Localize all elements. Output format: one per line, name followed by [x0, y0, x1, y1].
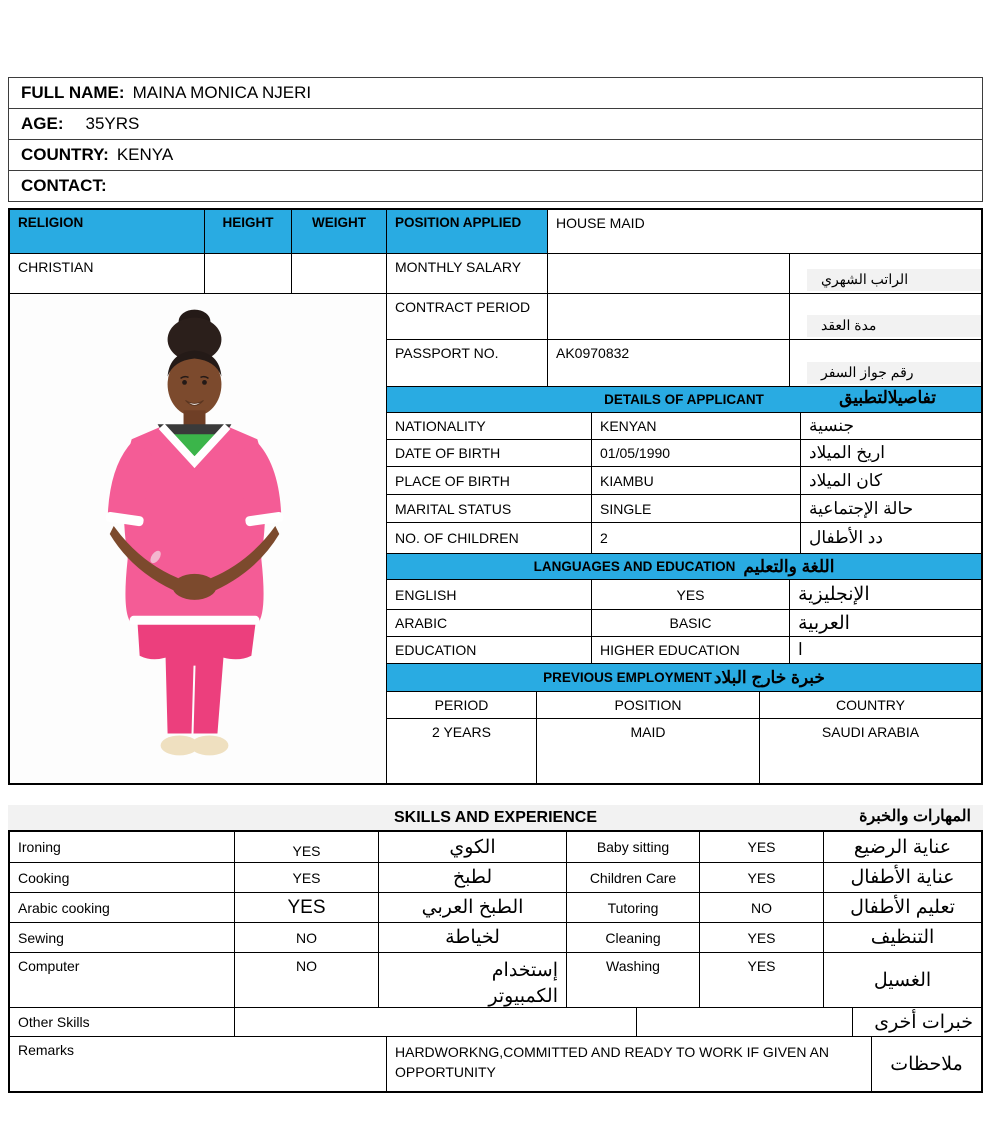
skill-value: NO — [235, 923, 379, 953]
skill-value: YES — [700, 863, 824, 893]
applicant-photo — [10, 294, 386, 783]
height-value-cell — [205, 254, 292, 294]
full-name-label: FULL NAME: — [21, 83, 125, 102]
detail-label: DATE OF BIRTH — [387, 440, 592, 467]
skill-label: Sewing — [10, 923, 235, 953]
detail-value: KENYAN — [592, 413, 801, 440]
detail-label: NATIONALITY — [387, 413, 592, 440]
other-skills-value-2 — [637, 1008, 853, 1037]
skill-value: YES — [235, 832, 379, 863]
religion-header-cell: RELIGION — [10, 210, 205, 254]
personal-info-table — [8, 78, 983, 202]
full-name-row — [8, 77, 983, 109]
skill-arabic — [379, 953, 567, 1008]
detail-label: NO. OF CHILDREN — [387, 523, 592, 554]
age-row — [8, 108, 983, 140]
other-skills-arabic: خبرات أخرى — [853, 1008, 981, 1037]
language-arabic: الإنجليزية — [790, 580, 981, 610]
employment-period-value: 2 YEARS — [387, 719, 537, 783]
main-table — [8, 208, 983, 785]
employment-title: PREVIOUS EMPLOYMENT — [543, 670, 712, 685]
contact-label: CONTACT: — [21, 176, 107, 195]
details-section-header — [387, 387, 981, 413]
contact-row — [8, 170, 983, 202]
skill-value: YES — [235, 863, 379, 893]
remarks-label: Remarks — [10, 1037, 387, 1091]
detail-arabic: دد الأطفال — [801, 523, 981, 554]
languages-title: LANGUAGES AND EDUCATION — [533, 559, 736, 574]
skills-title: SKILLS AND EXPERIENCE — [394, 808, 597, 826]
language-value: YES — [592, 580, 790, 610]
skills-section-header — [8, 805, 983, 830]
skill-value: YES — [700, 923, 824, 953]
country-row — [8, 139, 983, 171]
other-skills-value — [235, 1008, 637, 1037]
remarks-value — [387, 1037, 872, 1091]
skill-arabic: الطبخ العربي — [379, 893, 567, 923]
country-value: KENYA — [116, 145, 174, 164]
monthly-salary-arabic-cell — [790, 254, 981, 294]
skill-arabic: عناية الأطفال — [824, 863, 981, 893]
skill-arabic: عناية الرضيع — [824, 832, 981, 863]
skill-label: Washing — [567, 953, 700, 1008]
skill-arabic: التنظيف — [824, 923, 981, 953]
skills-table — [8, 830, 983, 1093]
detail-arabic: كان الميلاد — [801, 467, 981, 495]
education-value: HIGHER EDUCATION — [592, 637, 790, 664]
skill-label: Children Care — [567, 863, 700, 893]
skill-label: Ironing — [10, 832, 235, 863]
employment-title-arabic: خبرة خارج البلاد — [713, 667, 825, 687]
passport-value-cell: AK0970832 — [548, 340, 790, 387]
skill-arabic: لخياطة — [379, 923, 567, 953]
skill-label: Arabic cooking — [10, 893, 235, 923]
skill-value: YES — [700, 953, 824, 1008]
language-label: ENGLISH — [387, 580, 592, 610]
weight-header-cell: WEIGHT — [292, 210, 387, 254]
skill-arabic: لطبخ — [379, 863, 567, 893]
language-value: BASIC — [592, 610, 790, 637]
country-label: COUNTRY: — [21, 145, 109, 164]
monthly-salary-value-cell — [548, 254, 790, 294]
languages-section-header — [387, 554, 981, 580]
position-applied-value-cell: HOUSE MAID — [548, 210, 981, 254]
employment-position-header: POSITION — [537, 692, 760, 719]
education-label: EDUCATION — [387, 637, 592, 664]
skill-label: Cooking — [10, 863, 235, 893]
age-label: AGE: — [21, 114, 64, 133]
detail-label: MARITAL STATUS — [387, 495, 592, 523]
employment-period-header: PERIOD — [387, 692, 537, 719]
height-header-cell: HEIGHT — [205, 210, 292, 254]
details-title: DETAILS OF APPLICANT — [604, 392, 764, 407]
skill-value: YES — [700, 832, 824, 863]
passport-arabic-cell — [790, 340, 981, 387]
detail-arabic: حالة الإجتماعية — [801, 495, 981, 523]
details-title-arabic: تفاصيلالتطبيق — [839, 388, 936, 407]
skill-label: Tutoring — [567, 893, 700, 923]
remarks-text: HARDWORKNG,COMMITTED AND READY TO WORK IF GIVEN AN OPPORTUNITY — [395, 1044, 830, 1081]
contract-period-arabic-cell — [790, 294, 981, 340]
weight-value-cell — [292, 254, 387, 294]
skill-value: NO — [235, 953, 379, 1008]
skills-title-arabic: المهارات والخبرة — [859, 808, 971, 825]
skill-arabic: تعليم الأطفال — [824, 893, 981, 923]
position-applied-header-cell: POSITION APPLIED — [387, 210, 548, 254]
skill-arabic: الغسيل — [824, 953, 981, 1008]
detail-arabic: جنسية — [801, 413, 981, 440]
detail-value: SINGLE — [592, 495, 801, 523]
detail-value: 2 — [592, 523, 801, 554]
skill-value: YES — [235, 893, 379, 923]
contract-period-arabic-text: مدة العقد — [807, 315, 981, 337]
skill-label: Baby sitting — [567, 832, 700, 863]
passport-arabic-text: رقم جواز السفر — [807, 362, 981, 384]
religion-value-cell: CHRISTIAN — [10, 254, 205, 294]
full-name-value: MAINA MONICA NJERI — [132, 83, 312, 102]
employment-position-value: MAID — [537, 719, 760, 783]
language-label: ARABIC — [387, 610, 592, 637]
passport-label-cell: PASSPORT NO. — [387, 340, 548, 387]
skill-label: Cleaning — [567, 923, 700, 953]
detail-label: PLACE OF BIRTH — [387, 467, 592, 495]
detail-value: KIAMBU — [592, 467, 801, 495]
monthly-salary-arabic-text: الراتب الشهري — [807, 269, 981, 291]
skill-value: NO — [700, 893, 824, 923]
other-skills-label: Other Skills — [10, 1008, 235, 1037]
age-value: 35YRS — [85, 114, 140, 133]
language-arabic: العربية — [790, 610, 981, 637]
languages-title-arabic: اللغة والتعليم — [743, 556, 835, 576]
detail-arabic: اريخ الميلاد — [801, 440, 981, 467]
applicant-photo-cell — [10, 294, 387, 783]
remarks-arabic: ملاحظات — [872, 1037, 981, 1091]
detail-value: 01/05/1990 — [592, 440, 801, 467]
skill-arabic: الكوي — [379, 832, 567, 863]
education-arabic: ا — [790, 637, 981, 664]
employment-country-value: SAUDI ARABIA — [760, 719, 981, 783]
contract-period-label-cell: CONTRACT PERIOD — [387, 294, 548, 340]
skill-arabic-text: إستخدام الكمبيوتر — [488, 960, 558, 1007]
employment-country-header: COUNTRY — [760, 692, 981, 719]
employment-section-header — [387, 664, 981, 692]
skill-label: Computer — [10, 953, 235, 1008]
monthly-salary-label-cell: MONTHLY SALARY — [387, 254, 548, 294]
contract-period-value-cell — [548, 294, 790, 340]
